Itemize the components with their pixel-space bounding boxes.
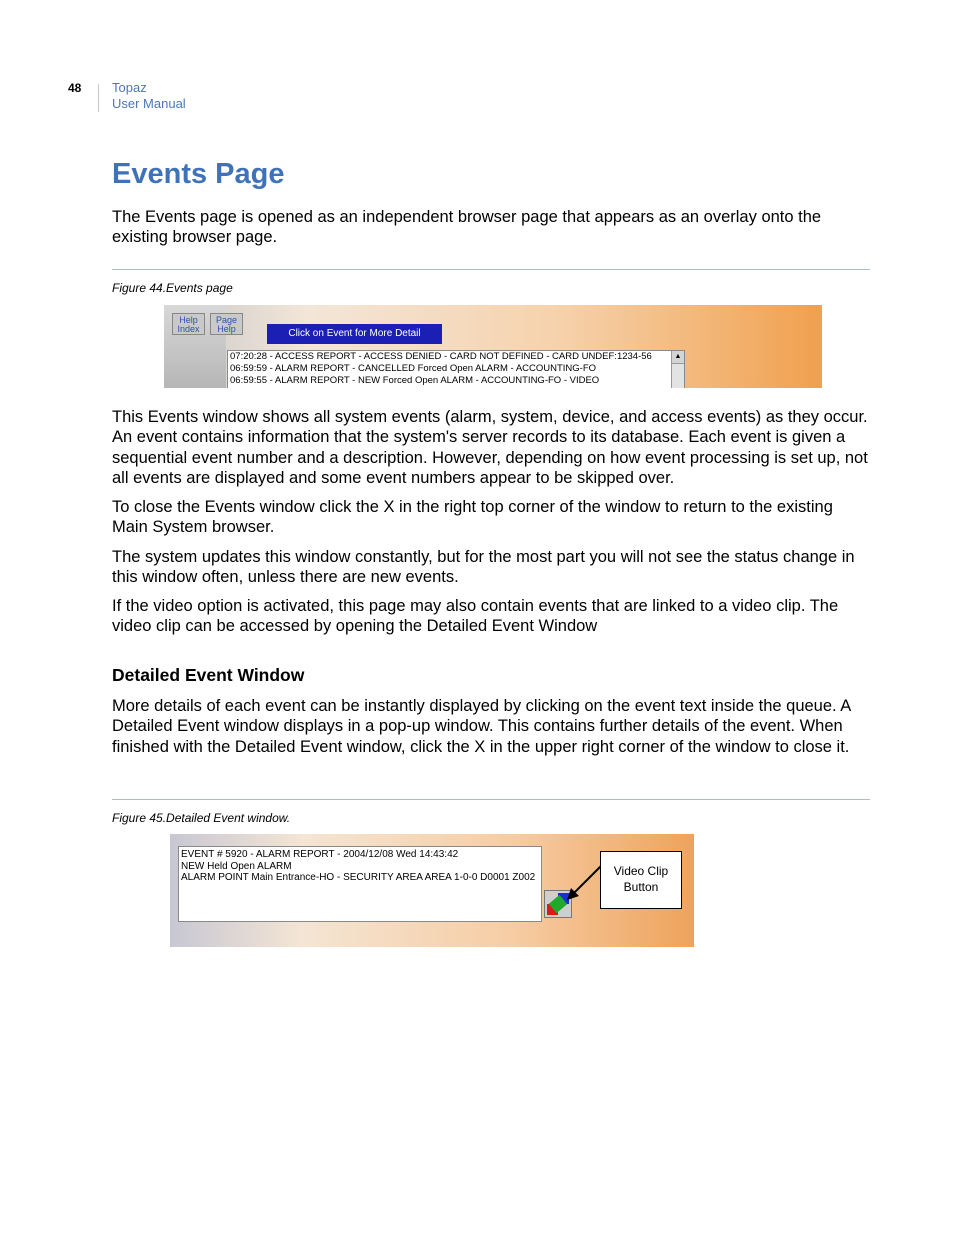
list-item[interactable]: 06:59:55 - ALARM REPORT - NEW Forced Open ALARM - ACCOUNTING-FO - VIDEO xyxy=(230,375,600,386)
section-title: Events Page xyxy=(112,158,285,190)
list-item[interactable]: 06:59:59 - ALARM REPORT - CANCELLED Forced Open ALARM - ACCOUNTING-FO xyxy=(230,363,597,374)
body-paragraph: To close the Events window click the X in the right top corner of the window to return to the existing Main System browser. xyxy=(112,498,833,537)
header-divider xyxy=(98,84,99,112)
help-index-button[interactable]: Help Index xyxy=(172,313,205,335)
video-clip-callout xyxy=(600,851,682,909)
page-number: 48 xyxy=(68,81,82,95)
event-detail-banner: Click on Event for More Detail xyxy=(267,324,442,344)
page-help-button[interactable]: Page Help xyxy=(210,313,243,335)
subsection-paragraph: More details of each event can be instantly displayed by clicking on the event text inside the queue. A Detailed Event window displays in a pop-up window. This contains further details of the event. When finished with the Detailed Event window, click the X in the upper right corner of the window to close it. xyxy=(112,697,851,756)
header-doc: User Manual xyxy=(112,96,186,111)
callout-line: Video Clip xyxy=(613,864,669,878)
callout-arrow-icon xyxy=(565,864,605,904)
figure-rule xyxy=(112,269,870,270)
callout-line: Button xyxy=(623,880,659,894)
header-product: Topaz xyxy=(112,80,147,95)
figure-caption: Figure 45.Detailed Event window. xyxy=(112,811,291,825)
figure-rule xyxy=(112,799,870,800)
scroll-up-arrow-icon[interactable]: ▲ xyxy=(672,351,684,364)
detail-line: EVENT # 5920 - ALARM REPORT - 2004/12/08 Wed 14:43:42 xyxy=(181,849,459,860)
detailed-event-figure xyxy=(170,834,694,947)
detail-line: NEW Held Open ALARM xyxy=(181,860,292,872)
subsection-title: Detailed Event Window xyxy=(112,665,305,685)
list-item[interactable]: 07:20:28 - ACCESS REPORT - ACCESS DENIED - CARD NOT DEFINED - CARD UNDEF:1234-56 xyxy=(230,351,652,362)
events-page-figure xyxy=(164,305,822,388)
event-detail-text xyxy=(178,846,542,922)
body-paragraph: If the video option is activated, this page may also contain events that are linked to a video clip. The video clip can be accessed by opening the Detailed Event Window xyxy=(112,597,839,636)
intro-paragraph: The Events page is opened as an independent browser page that appears as an overlay onto the existing browser page. xyxy=(112,208,822,247)
detail-line: ALARM POINT Main Entrance-HO - SECURITY AREA AREA 1-0-0 D0001 Z002 xyxy=(181,872,536,883)
vertical-scrollbar[interactable] xyxy=(671,351,684,388)
figure-caption: Figure 44.Events page xyxy=(112,281,233,295)
body-paragraph: This Events window shows all system events (alarm, system, device, and access events) as they occur. An event contains information that the system's server records to its database. Each event is given a sequential event number and a description. However, depending on how event processing is set up, not all events are displayed and some event numbers appear to be skipped over. xyxy=(112,408,868,487)
event-queue-list[interactable] xyxy=(227,350,685,388)
body-paragraph: The system updates this window constantly, but for the most part you will not see the status change in this window often, unless there are new events. xyxy=(112,548,855,587)
running-header xyxy=(112,80,186,112)
